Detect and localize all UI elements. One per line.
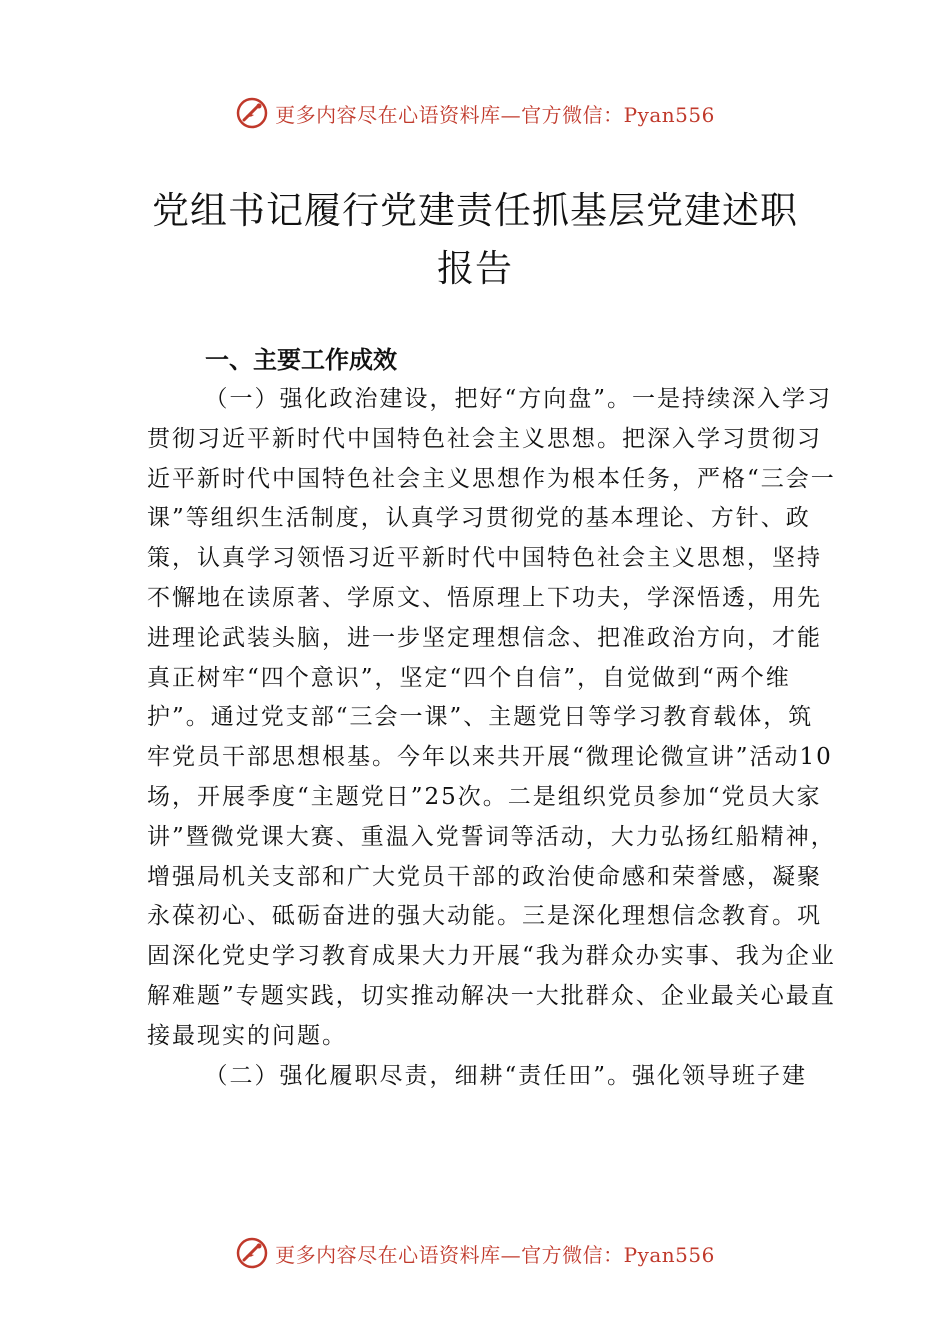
brush-logo-icon bbox=[235, 1236, 269, 1270]
watermark-banner-top bbox=[0, 93, 950, 133]
body-text bbox=[147, 380, 837, 1096]
watermark-text: 更多内容尽在心语资料库—官方微信：Pyan556 bbox=[275, 102, 715, 127]
watermark-banner-bottom bbox=[0, 1233, 950, 1273]
section-heading: 一、主要工作成效 bbox=[205, 346, 397, 374]
brush-logo-icon bbox=[235, 96, 269, 130]
watermark-text: 更多内容尽在心语资料库—官方微信：Pyan556 bbox=[275, 1242, 715, 1267]
paragraph: （二）强化履职尽责，细耕“责任田”。强化领导班子建 bbox=[204, 1062, 808, 1089]
page-title: 党组书记履行党建责任抓基层党建述职报告 bbox=[152, 189, 798, 290]
paragraph: （一）强化政治建设，把好“方向盘”。一是持续深入学习贯彻习近平新时代中国特色社会主义思想。把深入学习贯彻习近平新时代中国特色社会主义思想作为根本任务，严格“三会一课”等组织生活制度，认真学习贯彻党的基本理论、方针、政策，认真学习领悟习近平新时代中国特色社会主义思想，坚持不懈地在读原著、学原文、悟原理上下功夫，学深悟透，用先进理论武装头脑，进一步坚定理想信念、把准政治方向，才能真正树牢“四个意识”，坚定“四个自信”，自觉做到“两个维护”。通过党支部“三会一课”、主题党日等学习教育载体，筑牢党员干部思想根基。今年以来共开展“微理论微宣讲”活动10场，开展季度“主题党日”25次。二是组织党员参加“党员大家讲”暨微党课大赛、重温入党誓词等活动，大力弘扬红船精神，增强局机关支部和广大党员干部的政治使命感和荣誉感，凝聚永葆初心、砥砺奋进的强大动能。三是深化理想信念教育。巩固深化党史学习教育成果大力开展“我为群众办实事、我为企业解难题”专题实践，切实推动解决一大批群众、企业最关心最直接最现实的问题。 bbox=[147, 386, 836, 1049]
